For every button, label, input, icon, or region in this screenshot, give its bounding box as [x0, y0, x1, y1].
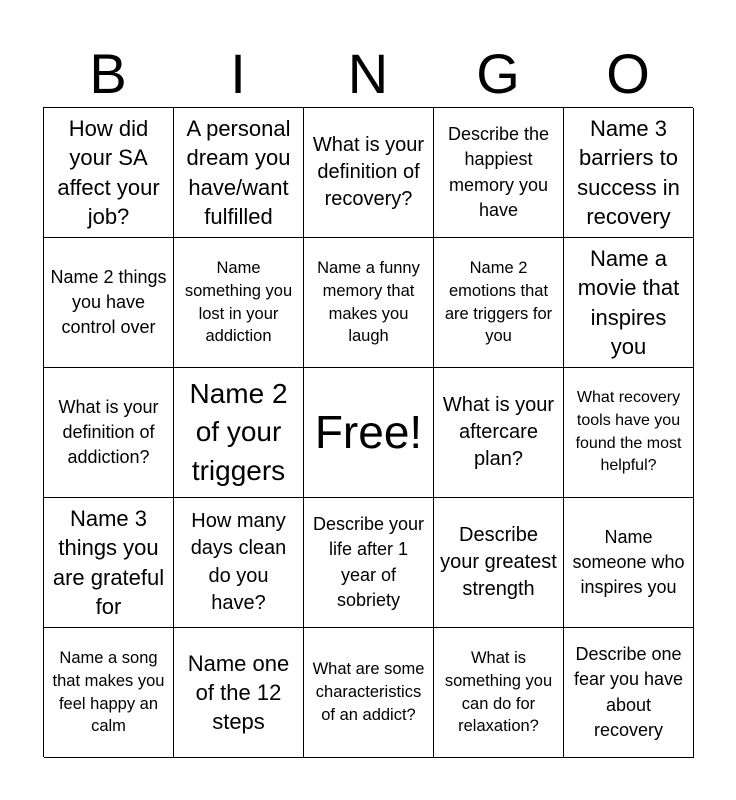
cell-text: What is something you can do for relaxation? — [444, 648, 553, 736]
bingo-cell-r2-c1[interactable] — [44, 238, 174, 368]
bingo-cell-r4-c1[interactable] — [44, 498, 174, 628]
cell-text: What are some characteristics of an addict? — [312, 660, 425, 724]
cell-text: Describe your greatest strength — [440, 523, 557, 601]
cell-text: Name a movie that inspires you — [577, 246, 680, 359]
bingo-cell-r5-c4[interactable] — [434, 628, 564, 758]
cell-text: Name 2 things you have control over — [50, 266, 167, 338]
cell-text: What recovery tools have you found the most helpful? — [575, 389, 682, 475]
cell-text: What is your aftercare plan? — [442, 393, 555, 471]
header-letter-i: I — [230, 42, 246, 105]
bingo-cell-r4-c5[interactable] — [564, 498, 694, 628]
bingo-cell-r3-c4[interactable] — [434, 368, 564, 498]
free-space-text: Free! — [314, 406, 423, 459]
bingo-cell-r4-c3[interactable] — [304, 498, 434, 628]
cell-text: Name 3 barriers to success in recovery — [577, 116, 680, 229]
cell-text: A personal dream you have/want fulfilled — [186, 116, 291, 229]
bingo-cell-r3-c2[interactable] — [174, 368, 304, 498]
bingo-cell-r5-c3[interactable] — [304, 628, 434, 758]
header-letter-n: N — [347, 42, 389, 105]
cell-text: Name 3 things you are grateful for — [52, 506, 165, 619]
cell-text: Name 2 of your triggers — [189, 377, 288, 486]
bingo-cell-r1-c2[interactable] — [174, 108, 304, 238]
cell-text: What is your definition of addiction? — [58, 396, 159, 468]
cell-text: Name a funny memory that makes you laugh — [317, 258, 420, 346]
cell-text: How many days clean do you have? — [190, 510, 287, 614]
bingo-cell-r1-c1[interactable] — [44, 108, 174, 238]
cell-text: Name someone who inspires you — [572, 526, 685, 598]
cell-text: Name one of the 12 steps — [187, 650, 290, 735]
header-letter-o: O — [606, 42, 650, 105]
bingo-cell-r5-c5[interactable] — [564, 628, 694, 758]
header-letter-b: B — [89, 42, 127, 105]
bingo-cell-r4-c2[interactable] — [174, 498, 304, 628]
bingo-cell-r2-c2[interactable] — [174, 238, 304, 368]
bingo-cell-r2-c5[interactable] — [564, 238, 694, 368]
bingo-cell-r3-c5[interactable] — [564, 368, 694, 498]
cell-text: Name something you lost in your addiction — [184, 258, 293, 346]
cell-text: Describe the happiest memory you have — [447, 124, 550, 220]
bingo-cell-r2-c3[interactable] — [304, 238, 434, 368]
bingo-cell-r2-c4[interactable] — [434, 238, 564, 368]
bingo-board — [43, 107, 693, 757]
bingo-cell-r1-c3[interactable] — [304, 108, 434, 238]
cell-text: Describe one fear you have about recovery — [573, 644, 684, 740]
bingo-cell-r1-c5[interactable] — [564, 108, 694, 238]
header-letter-g: G — [476, 42, 520, 105]
cell-text: Name 2 emotions that are triggers for you — [444, 258, 553, 346]
cell-text: How did your SA affect your job? — [57, 116, 160, 229]
bingo-cell-r5-c1[interactable] — [44, 628, 174, 758]
bingo-header — [43, 40, 693, 108]
bingo-cell-r3-c1[interactable] — [44, 368, 174, 498]
bingo-cell-free[interactable] — [304, 368, 434, 498]
cell-text: Describe your life after 1 year of sobriety — [312, 514, 425, 610]
cell-text: What is your definition of recovery? — [312, 133, 425, 211]
bingo-cell-r4-c4[interactable] — [434, 498, 564, 628]
bingo-cell-r1-c4[interactable] — [434, 108, 564, 238]
bingo-cell-r5-c2[interactable] — [174, 628, 304, 758]
cell-text: Name a song that makes you feel happy an calm — [52, 648, 165, 736]
